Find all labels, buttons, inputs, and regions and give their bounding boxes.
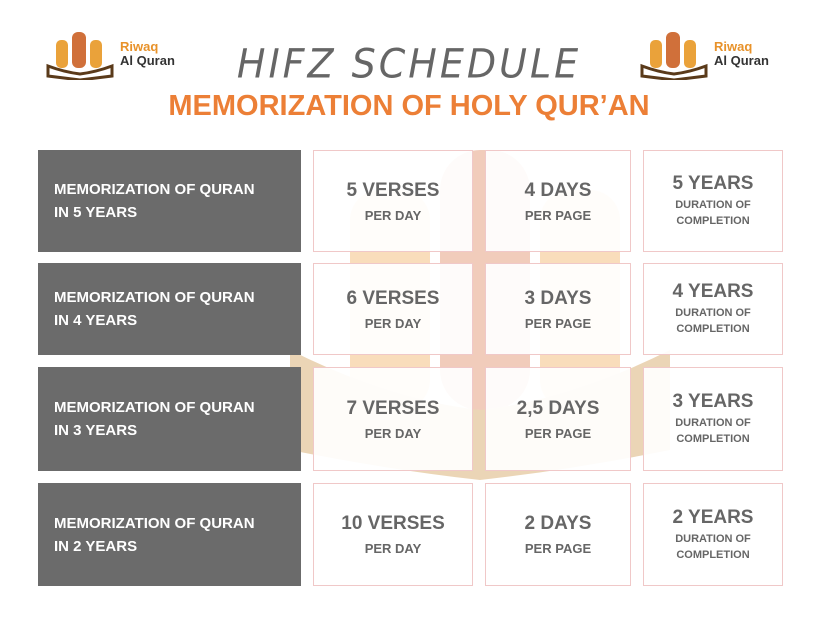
days-cell	[485, 263, 631, 355]
years-cell	[643, 150, 783, 252]
plan-line1: MEMORIZATION OF QURAN	[54, 399, 255, 416]
plan-label	[38, 367, 301, 471]
days-cell	[485, 367, 631, 471]
days-value: 3 DAYS	[524, 287, 592, 309]
verses-cell	[313, 367, 473, 471]
verses-value: 7 VERSES	[346, 397, 440, 419]
plan-line2: IN 5 YEARS	[54, 204, 138, 221]
years-cell	[643, 483, 783, 586]
years-unit-1: DURATION OF	[675, 532, 751, 545]
logo-line1: Riwaq	[120, 39, 159, 54]
days-unit: PER PAGE	[524, 425, 592, 441]
plan-line2: IN 4 YEARS	[54, 312, 138, 329]
years-unit-2: COMPLETION	[676, 323, 750, 335]
years-unit-2: COMPLETION	[676, 548, 750, 561]
verses-unit: PER DAY	[364, 425, 422, 441]
verses-value: 5 VERSES	[346, 179, 440, 201]
plan-label	[38, 483, 301, 586]
logo-line2: Al Quran	[714, 53, 769, 68]
years-value: 2 YEARS	[672, 506, 754, 528]
days-unit: PER PAGE	[524, 315, 592, 331]
plan-label	[38, 263, 301, 355]
verses-unit: PER DAY	[364, 315, 422, 331]
plan-line1: MEMORIZATION OF QURAN	[54, 289, 255, 306]
logo-line2: Al Quran	[120, 53, 175, 68]
years-unit-1: DURATION OF	[675, 417, 751, 429]
years-value: 4 YEARS	[672, 281, 754, 302]
days-cell	[485, 483, 631, 586]
years-unit-1: DURATION OF	[675, 307, 751, 319]
years-cell	[643, 263, 783, 355]
verses-cell	[313, 263, 473, 355]
verses-cell	[313, 483, 473, 586]
years-unit-1: DURATION OF	[675, 199, 751, 211]
years-value: 3 YEARS	[672, 391, 754, 412]
verses-unit: PER DAY	[364, 207, 422, 223]
years-cell	[643, 367, 783, 471]
days-value: 2 DAYS	[524, 513, 592, 534]
plan-line2: IN 2 YEARS	[54, 537, 138, 555]
years-value: 5 YEARS	[672, 173, 754, 194]
verses-value: 10 VERSES	[341, 513, 445, 534]
days-unit: PER PAGE	[524, 541, 592, 556]
plan-label	[38, 150, 301, 252]
days-value: 4 DAYS	[524, 179, 592, 201]
days-cell	[485, 150, 631, 252]
logo-line1: Riwaq	[714, 39, 753, 54]
page-title: HIFZ SCHEDULE	[236, 40, 582, 88]
days-unit: PER PAGE	[524, 207, 592, 223]
days-value: 2,5 DAYS	[516, 397, 600, 419]
page-subtitle: MEMORIZATION OF HOLY QUR’AN	[168, 90, 650, 122]
verses-unit: PER DAY	[364, 541, 422, 556]
plan-line2: IN 3 YEARS	[54, 422, 138, 439]
verses-cell	[313, 150, 473, 252]
years-unit-2: COMPLETION	[676, 433, 750, 445]
plan-line1: MEMORIZATION OF QURAN	[54, 181, 255, 198]
verses-value: 6 VERSES	[346, 287, 440, 309]
years-unit-2: COMPLETION	[676, 215, 750, 227]
plan-line1: MEMORIZATION OF QURAN	[54, 514, 255, 532]
